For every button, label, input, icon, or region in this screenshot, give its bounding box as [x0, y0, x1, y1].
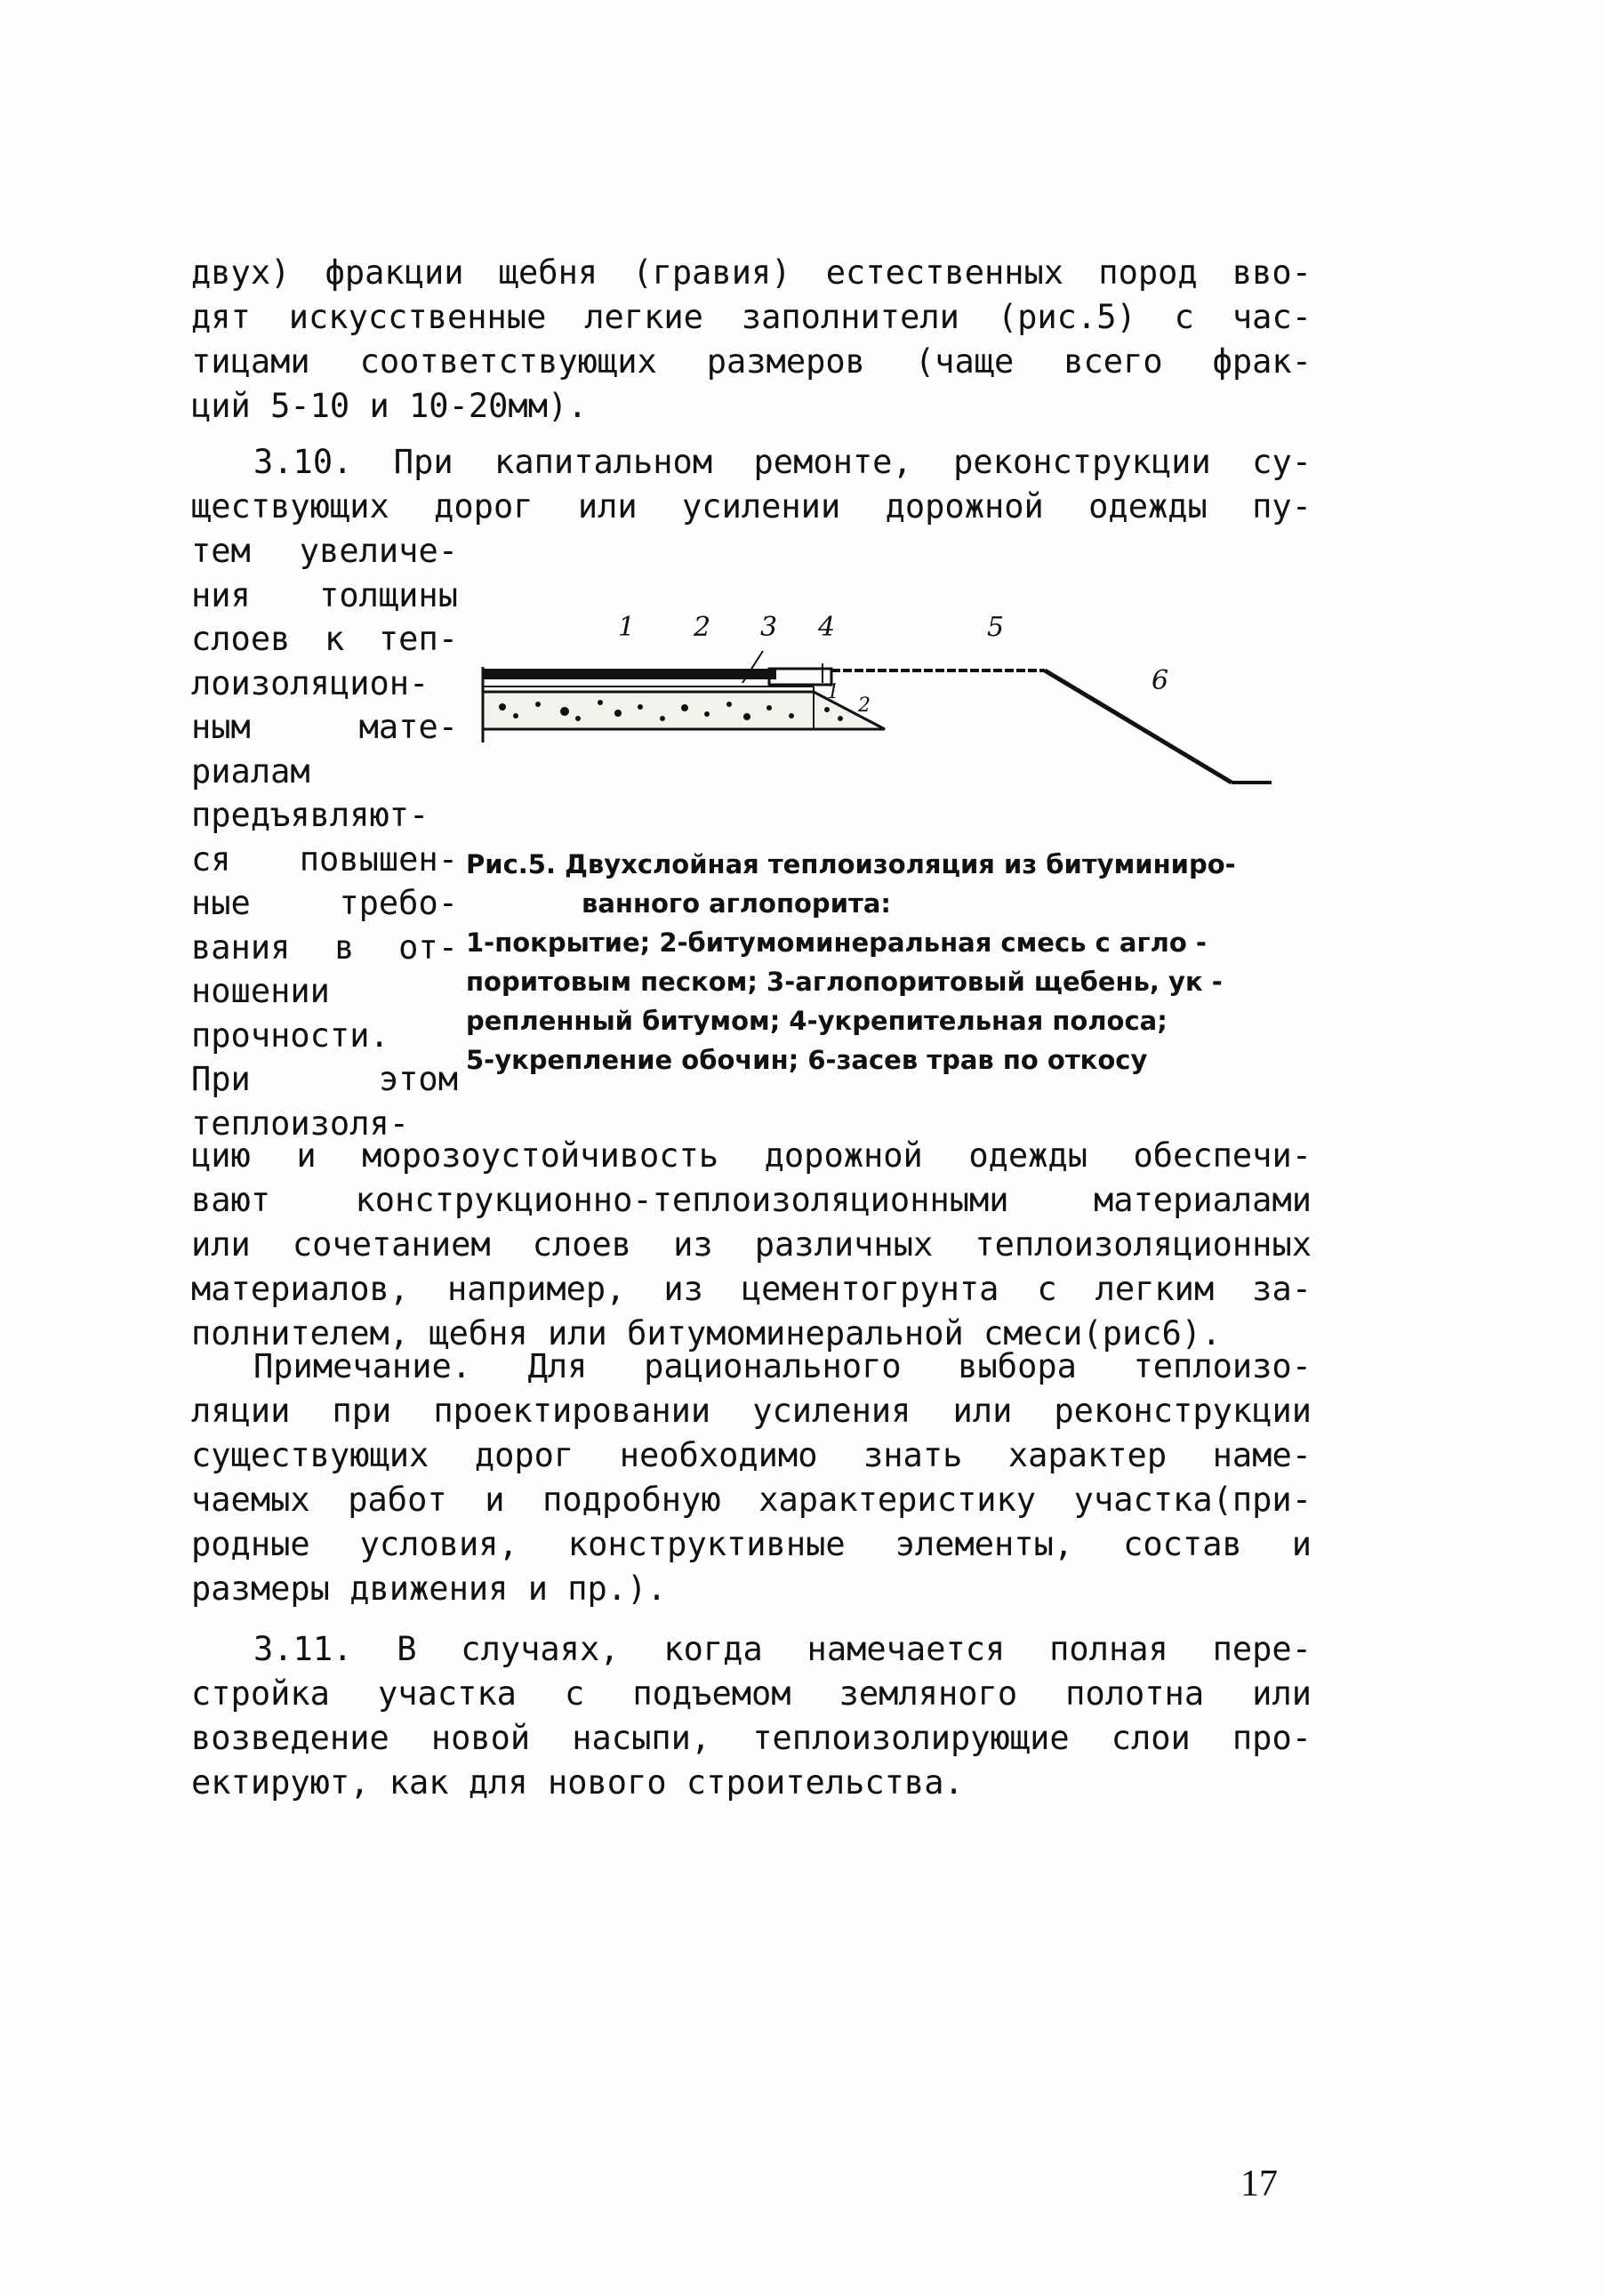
text-line: слоев к теп-: [191, 620, 458, 658]
caption-title: Рис.5. Двухслойная теплоизоляция из битуминиро-: [466, 849, 1236, 879]
text-line: цию и морозоустойчивость дорожной одежды обеспечи-: [191, 1136, 1312, 1175]
text-line: ся повышен-: [191, 839, 458, 879]
text-line: полнителем, щебня или битумоминеральной смеси(рис6).: [191, 1314, 1222, 1353]
text-line: Примечание. Для рационального выбора теплоизо-: [253, 1347, 1312, 1385]
text-line: вания в от-: [191, 927, 458, 967]
text-line: существующих дорог необходимо знать характер наме-: [191, 1436, 1312, 1474]
text-line: ций 5-10 и 10-20мм).: [191, 387, 588, 425]
text-line: лоизоляцион-: [191, 663, 429, 702]
paragraph-3-10-tail: [191, 1134, 1312, 1356]
text-line: 3.10. При капитальном ремонте, реконструкции су-: [253, 443, 1312, 481]
slope-line: [1045, 670, 1232, 783]
figure-label: 4: [818, 612, 836, 643]
text-line: ные требо-: [191, 884, 458, 922]
text-line: предъявляют-: [191, 796, 429, 834]
text-line: тицами соответствующих размеров (чаще всего фрак-: [191, 342, 1312, 381]
figure-5-caption: [466, 845, 1320, 1080]
text-line: ношении: [191, 972, 330, 1010]
text-line: прочности.: [191, 1016, 389, 1055]
text-line: ектируют, как для нового строительства.: [191, 1763, 964, 1802]
text-line: материалов, например, из цементогрунта с легким за-: [191, 1270, 1312, 1308]
text-line: чаемых работ и подробную характеристику участка(при-: [191, 1481, 1312, 1519]
page-number: 17: [1240, 2164, 1278, 2204]
text-line: риалам: [191, 751, 310, 791]
text-line: тем увеличе-: [191, 532, 458, 570]
figure-label: 2: [694, 612, 711, 643]
paragraph-3-10-head: [191, 440, 1312, 529]
text-line: или сочетанием слоев из различных теплоизоляционных: [191, 1225, 1312, 1264]
caption-line: 1-покрытие; 2-битумоминеральная смесь с агло -: [466, 927, 1207, 958]
text-line: возведение новой насыпи, теплоизолирующие слои про-: [191, 1719, 1312, 1757]
layer-pavement: [483, 669, 776, 679]
caption-line: 5-укрепление обочин; 6-засев трав по откосу: [466, 1045, 1148, 1075]
figure-5-diagram: [476, 587, 1276, 818]
figure-label: 6: [1152, 665, 1169, 696]
paragraph-3-10-column: [191, 529, 458, 1145]
inset-label: 2: [858, 694, 871, 717]
text-line: ным мате-: [191, 708, 458, 746]
caption-line: поритовым песком; 3-аглопоритовый щебень, ук -: [466, 967, 1223, 997]
text-line: дят искусственные легкие заполнители (рис.5) с час-: [191, 298, 1312, 336]
figure-label: 1: [618, 612, 636, 643]
text-line: При этом: [191, 1060, 458, 1098]
figure-label: 5: [987, 612, 1005, 643]
text-line: родные условия, конструктивные элементы, состав и: [191, 1525, 1312, 1563]
text-line: ществующих дорог или усилении дорожной одежды пу-: [191, 487, 1312, 526]
paragraph-3-11: [191, 1627, 1312, 1805]
text-line: 3.11. В случаях, когда намечается полная пере-: [253, 1630, 1312, 1668]
text-line: ляции при проектировании усиления или реконструкции: [191, 1392, 1312, 1430]
figure-label: 3: [760, 612, 778, 643]
text-line: теплоизоля-: [191, 1104, 410, 1143]
inset-label: 1: [827, 681, 839, 703]
caption-line: ванного аглопорита:: [582, 888, 891, 919]
text-line: двух) фракции щебня (гравия) естественных пород вво-: [191, 253, 1312, 292]
paragraph-top: [191, 251, 1312, 429]
text-line: ния толщины: [191, 575, 458, 614]
caption-line: репленный битумом; 4-укрепительная полоса;: [466, 1006, 1168, 1036]
note-paragraph: [191, 1345, 1312, 1611]
text-line: вают конструкционно-теплоизоляционными материалами: [191, 1181, 1312, 1219]
text-line: размеры движения и пр.).: [191, 1569, 667, 1608]
text-line: стройка участка с подъемом земляного полотна или: [191, 1674, 1312, 1713]
